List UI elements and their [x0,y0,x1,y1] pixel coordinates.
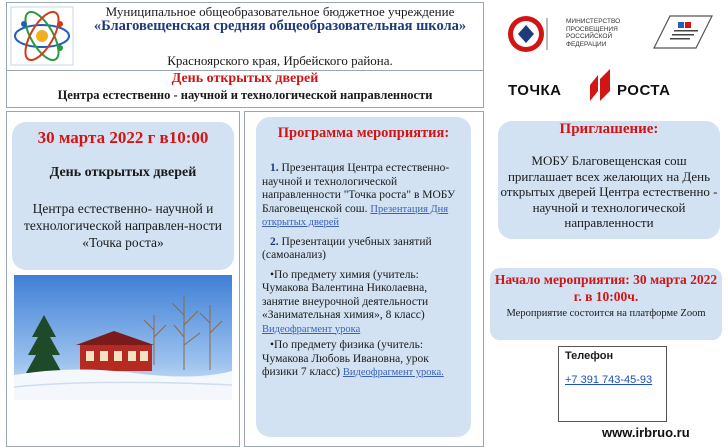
program-item1-text: Презентация Центра естественно- научной и технологической направленности "Точка роста" в МОБУ Благовещенской сош. [262,162,456,215]
chemistry-text: •По предмету химия (учитель: Чумакова Валентина Николаевна, занятие внеурочной деятельности «Занимательная химия», 8 класс) [262,268,429,321]
program-title: Программа мероприятия: [277,125,450,141]
start-time: Начало мероприятия: 30 марта 2022 г. в 10:00ч. [494,272,718,304]
presentation-link[interactable]: Презентация Дня открытых дверей [262,203,449,228]
center-name: Центра естественно - научной и технологической направленности [57,88,433,102]
program-body [262,162,466,386]
site-url: www.irbruo.ru [602,425,690,440]
invite-title: Приглашение: [559,121,659,137]
school-photo [14,275,232,400]
invite-text: МОБУ Благовещенская сош приглашает всех желающих на День открытых дверей Центра естественно - научной и технологической направленности [500,153,718,230]
ministry-emblem-icon [506,14,564,59]
event-center-text: Центра естественно- научной и технологической направлен-ности «Точка роста» [24,201,222,250]
physics-video-link[interactable]: Видеофрагмент урока. [342,367,444,378]
school-logo-icon [10,6,74,66]
national-project-icon [650,12,716,57]
rosta-word: РОСТА [617,82,671,99]
physics-text: •По предмету физика (учитель: Чумакова Любовь Ивановна, урок физики 7 класс) [262,339,429,378]
tochka-word: ТОЧКА [508,82,562,99]
program-item2-number: 2. [270,235,279,248]
phone-link[interactable]: +7 391 743-45-93 [565,374,653,386]
ministry-name: МИНИСТЕРСТВО ПРОСВЕЩЕНИЯ РОССИЙСКОЙ ФЕДЕРАЦИИ [566,18,621,48]
phone-label: Телефон [565,350,614,362]
open-day-title: День открытых дверей [171,71,319,86]
chemistry-video-link[interactable]: Видеофрагмент урока [262,323,361,335]
tochka-rosta-mark-icon [586,69,614,108]
event-date: 30 марта 2022 г в10:00 [37,128,209,147]
program-item2-text: Презентации учебных занятий (самоанализ) [262,235,432,261]
header-region: Красноярского края, Ирбейского района. [167,53,393,68]
header-line1: Муниципальное общеобразовательное бюджетное учреждение [105,4,455,19]
program-item1-number: 1. [270,162,279,174]
zoom-note: Мероприятие состоится на платформе Zoom [506,308,706,319]
school-name: «Благовещенская средняя общеобразовательная школа» [93,18,467,34]
event-day-title: День открытых дверей [49,165,197,180]
